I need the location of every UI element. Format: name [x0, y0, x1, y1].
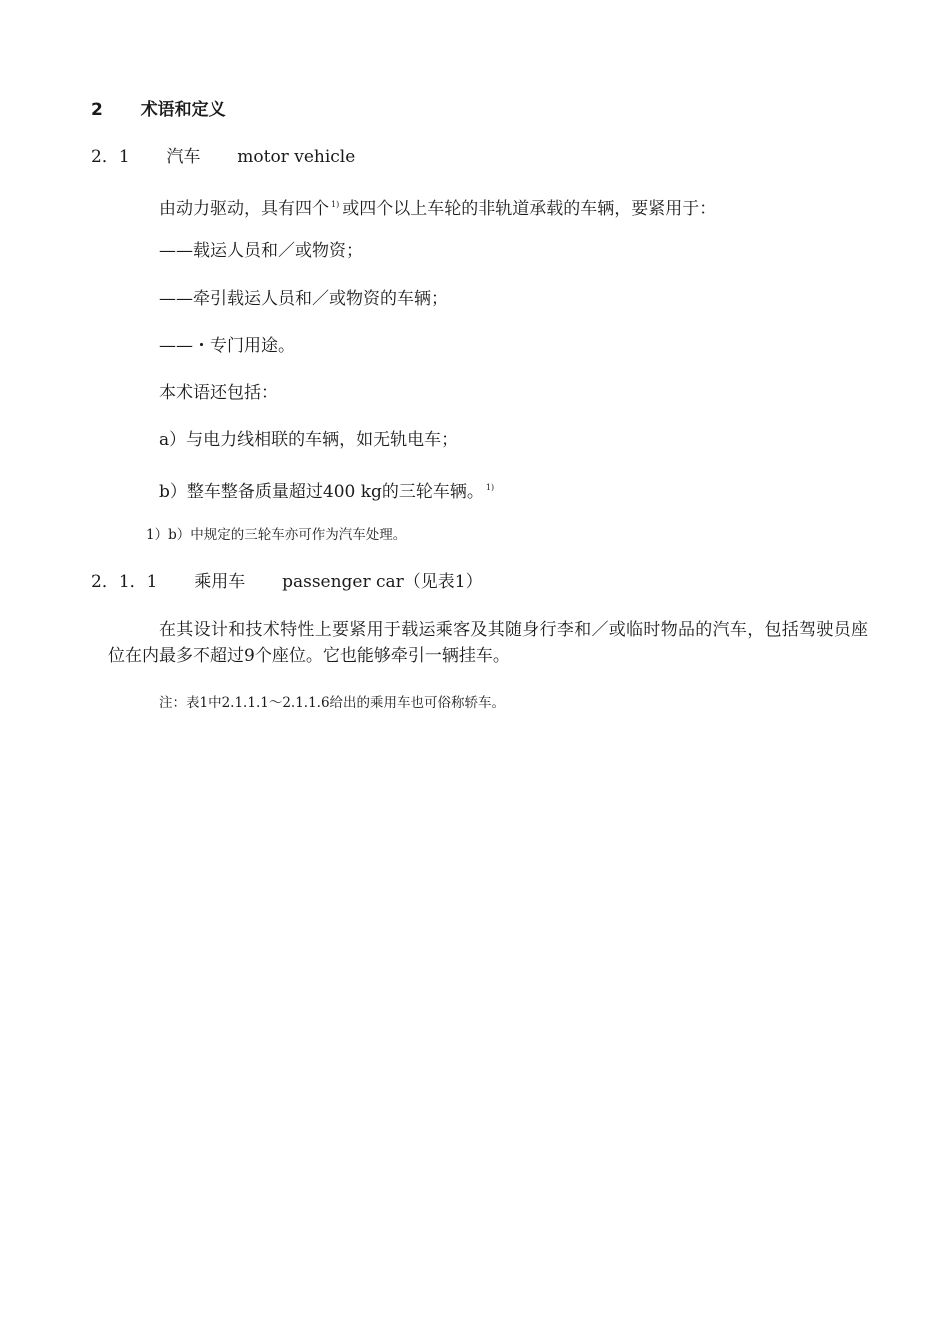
- term-2-1-1-number: 2．1．1: [91, 572, 158, 592]
- include-item-b-text: b）整车整备质量超过400 kg的三轮车辆。: [159, 482, 484, 502]
- term-2-1-1-definition: 在其设计和技术特性上要紧用于载运乘客及其随身行李和／或临时物品的汽车，包括驾驶员座位在内最多不超过9个座位。它也能够牵引一辆挂车。: [108, 620, 868, 666]
- list-item: ——载运人员和／或物资；: [159, 241, 363, 261]
- note: 注：表1中2.1.1.1～2.1.1.6给出的乘用车也可俗称轿车。: [159, 695, 506, 711]
- include-item-a: a）与电力线相联的车辆，如无轨电车；: [159, 430, 459, 450]
- footnote-mark: 1): [485, 483, 495, 492]
- term-2-1-number: 2．1: [91, 147, 130, 167]
- include-item-b: [159, 477, 497, 503]
- section-heading: [91, 99, 226, 121]
- term-2-1-1-en: passenger car（见表1）: [282, 572, 483, 592]
- section-number: 2: [91, 100, 103, 120]
- list-item: ——・专门用途。: [159, 336, 295, 356]
- footnote-mark: 1): [331, 200, 340, 209]
- term-2-1-1-heading: [91, 571, 483, 593]
- list-item: ——牵引载运人员和／或物资的车辆；: [159, 289, 448, 309]
- definition-text-start: 由动力驱动，具有四个: [159, 199, 329, 219]
- term-2-1-1-cn: 乘用车: [194, 572, 246, 592]
- term-2-1-cn: 汽车: [166, 147, 201, 167]
- term-2-1-heading: [91, 146, 355, 168]
- term-2-1-en: motor vehicle: [237, 147, 356, 167]
- section-title: 术语和定义: [140, 100, 226, 120]
- term-2-1-definition: [159, 194, 716, 220]
- definition-text-end: 或四个以上车轮的非轨道承载的车辆，要紧用于：: [342, 199, 717, 219]
- includes-label: 本术语还包括：: [159, 383, 278, 403]
- footnote: 1）b）中规定的三轮车亦可作为汽车处理。: [146, 527, 407, 543]
